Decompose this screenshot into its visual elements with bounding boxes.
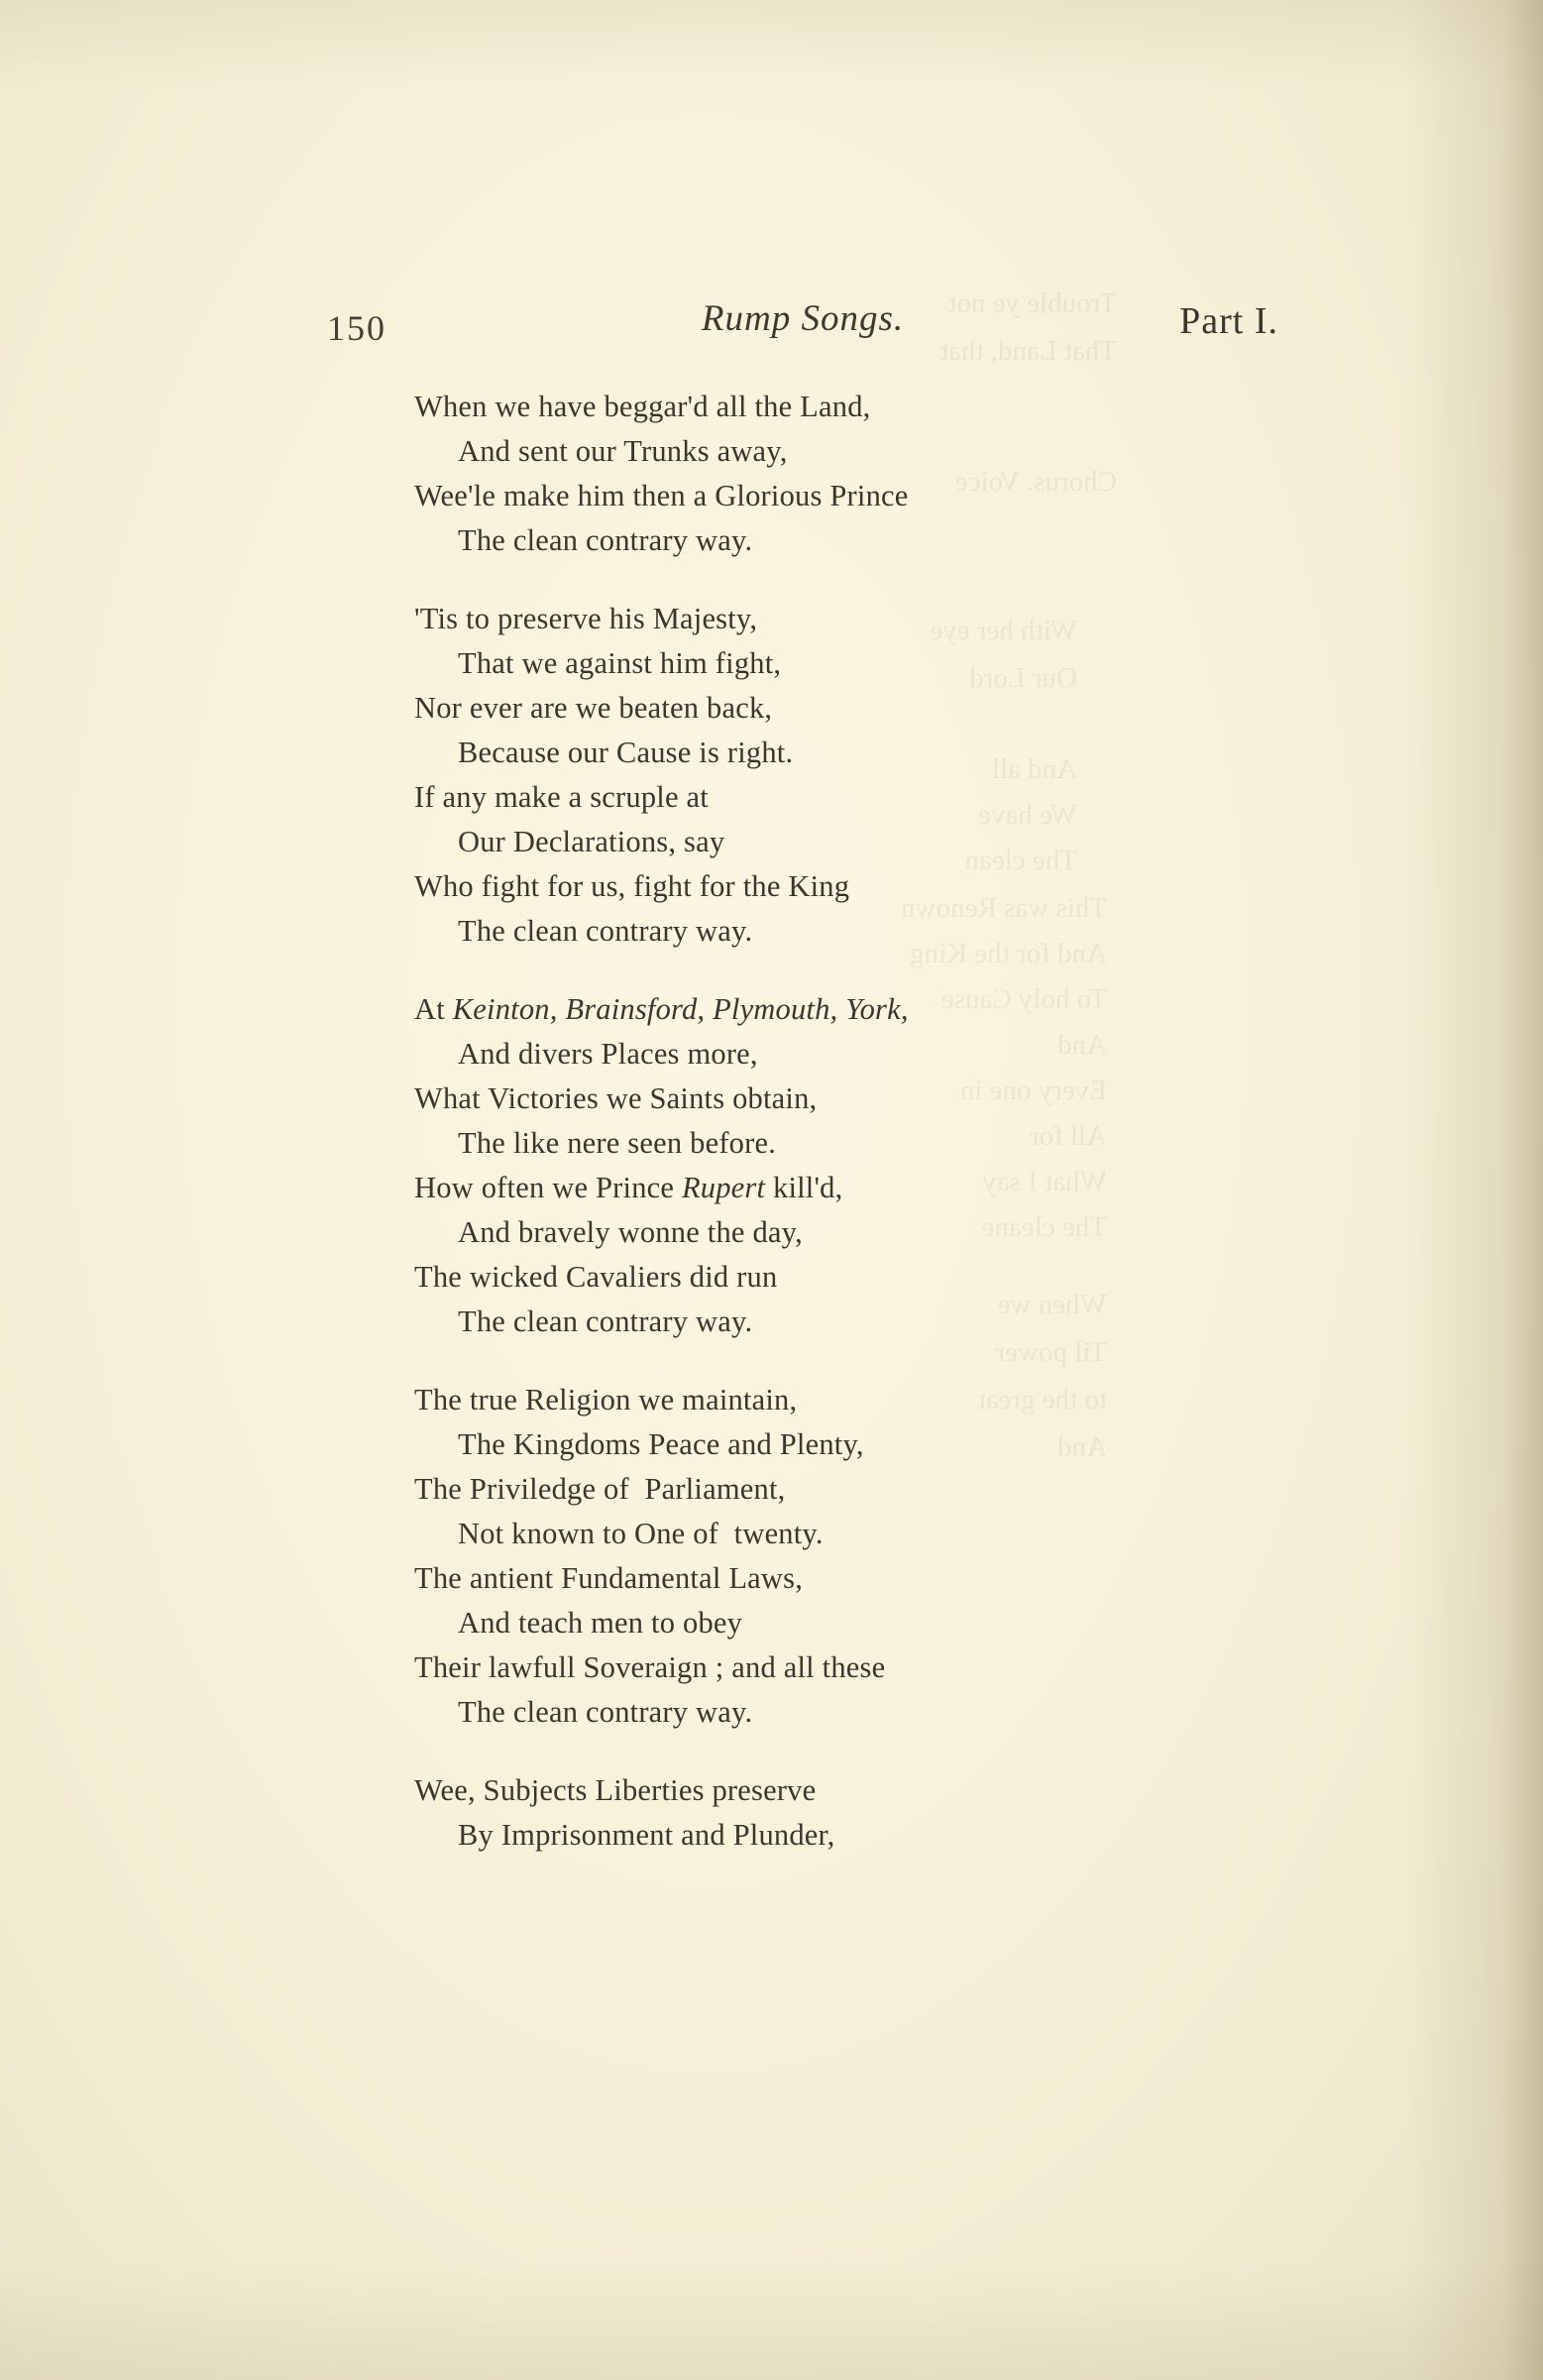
poem-line: How often we Prince Rupert kill'd, <box>414 1171 843 1204</box>
showthrough-line: The clean <box>964 845 1077 876</box>
showthrough-line: Trouble ye not <box>948 287 1117 319</box>
poem-stanza <box>414 385 1128 563</box>
poem-line: What Victories we Saints obtain, <box>414 1081 818 1115</box>
showthrough-line: This was Renown <box>901 892 1107 924</box>
poem-stanza <box>414 1378 1128 1735</box>
showthrough-line: to the great <box>977 1384 1107 1416</box>
running-head <box>327 297 1278 349</box>
poem-line: Wee, Subjects Liberties preserve <box>414 1773 817 1807</box>
poem-line: Our Declarations, say <box>458 825 725 858</box>
showthrough-line: Our Lord <box>969 662 1077 694</box>
poem-line: The Kingdoms Peace and Plenty, <box>458 1427 864 1461</box>
showthrough-line: That Land, that <box>940 335 1117 367</box>
showthrough-line: What I say <box>982 1166 1107 1197</box>
showthrough-line: All for <box>1029 1120 1107 1152</box>
poem-line: The Priviledge of Parliament, <box>414 1472 786 1506</box>
poem-line: Because our Cause is right. <box>458 736 794 769</box>
poem-line: The clean contrary way. <box>458 1304 753 1338</box>
poem-line: Not known to One of twenty. <box>458 1517 824 1550</box>
poem-line: And teach men to obey <box>458 1606 743 1640</box>
poem-line: That we against him fight, <box>458 646 782 680</box>
showthrough-line: And <box>1057 1431 1107 1463</box>
showthrough-line: Chorus. Voice <box>954 466 1117 498</box>
poem-line: The clean contrary way. <box>458 523 753 557</box>
poem-line: And bravely wonne the day, <box>458 1215 803 1249</box>
poem-line: At Keinton, Brainsford, Plymouth, York, <box>414 992 909 1026</box>
poem-line: The antient Fundamental Laws, <box>414 1561 804 1595</box>
showthrough-line: And for the King <box>910 938 1107 969</box>
running-title: Rump Songs. <box>701 298 905 339</box>
poem-line: 'Tis to preserve his Majesty, <box>414 602 758 635</box>
poem-line: The true Religion we maintain, <box>414 1383 798 1417</box>
poem-line: The clean contrary way. <box>458 914 753 948</box>
showthrough-line: Every one in <box>959 1075 1107 1106</box>
poem-stanza <box>414 597 1128 954</box>
poem-line: Who fight for us, fight for the King <box>414 869 850 903</box>
poem-line: Nor ever are we beaten back, <box>414 691 773 725</box>
poem-line: The like nere seen before. <box>458 1126 777 1160</box>
poem-stanza <box>414 987 1128 1344</box>
showthrough-line: And <box>1057 1029 1107 1061</box>
poem-line: The wicked Cavaliers did run <box>414 1260 778 1294</box>
page-number: 150 <box>327 308 386 348</box>
showthrough-line: To holy Cause <box>940 983 1107 1015</box>
poem-body <box>414 385 1128 1891</box>
showthrough-line: Til power <box>995 1336 1107 1368</box>
poem-line: And sent our Trunks away, <box>458 434 788 468</box>
poem-line: Their lawfull Soveraign ; and all these <box>414 1650 886 1684</box>
showthrough-line: And all <box>991 753 1077 785</box>
showthrough-line: When we <box>997 1289 1107 1320</box>
poem-line: When we have beggar'd all the Land, <box>414 390 871 423</box>
poem-line: And divers Places more, <box>458 1037 758 1071</box>
poem-line: Wee'le make him then a Glorious Prince <box>414 479 909 512</box>
showthrough-line: The cleane <box>981 1211 1107 1243</box>
part-label: Part I. <box>1179 300 1278 342</box>
poem-line: If any make a scruple at <box>414 780 709 814</box>
showthrough-line: With her eye <box>930 615 1077 646</box>
poem-line: The clean contrary way. <box>458 1695 753 1729</box>
showthrough-line: We have <box>978 799 1077 831</box>
poem-line: By Imprisonment and Plunder, <box>458 1818 835 1852</box>
poem-stanza <box>414 1768 1128 1858</box>
